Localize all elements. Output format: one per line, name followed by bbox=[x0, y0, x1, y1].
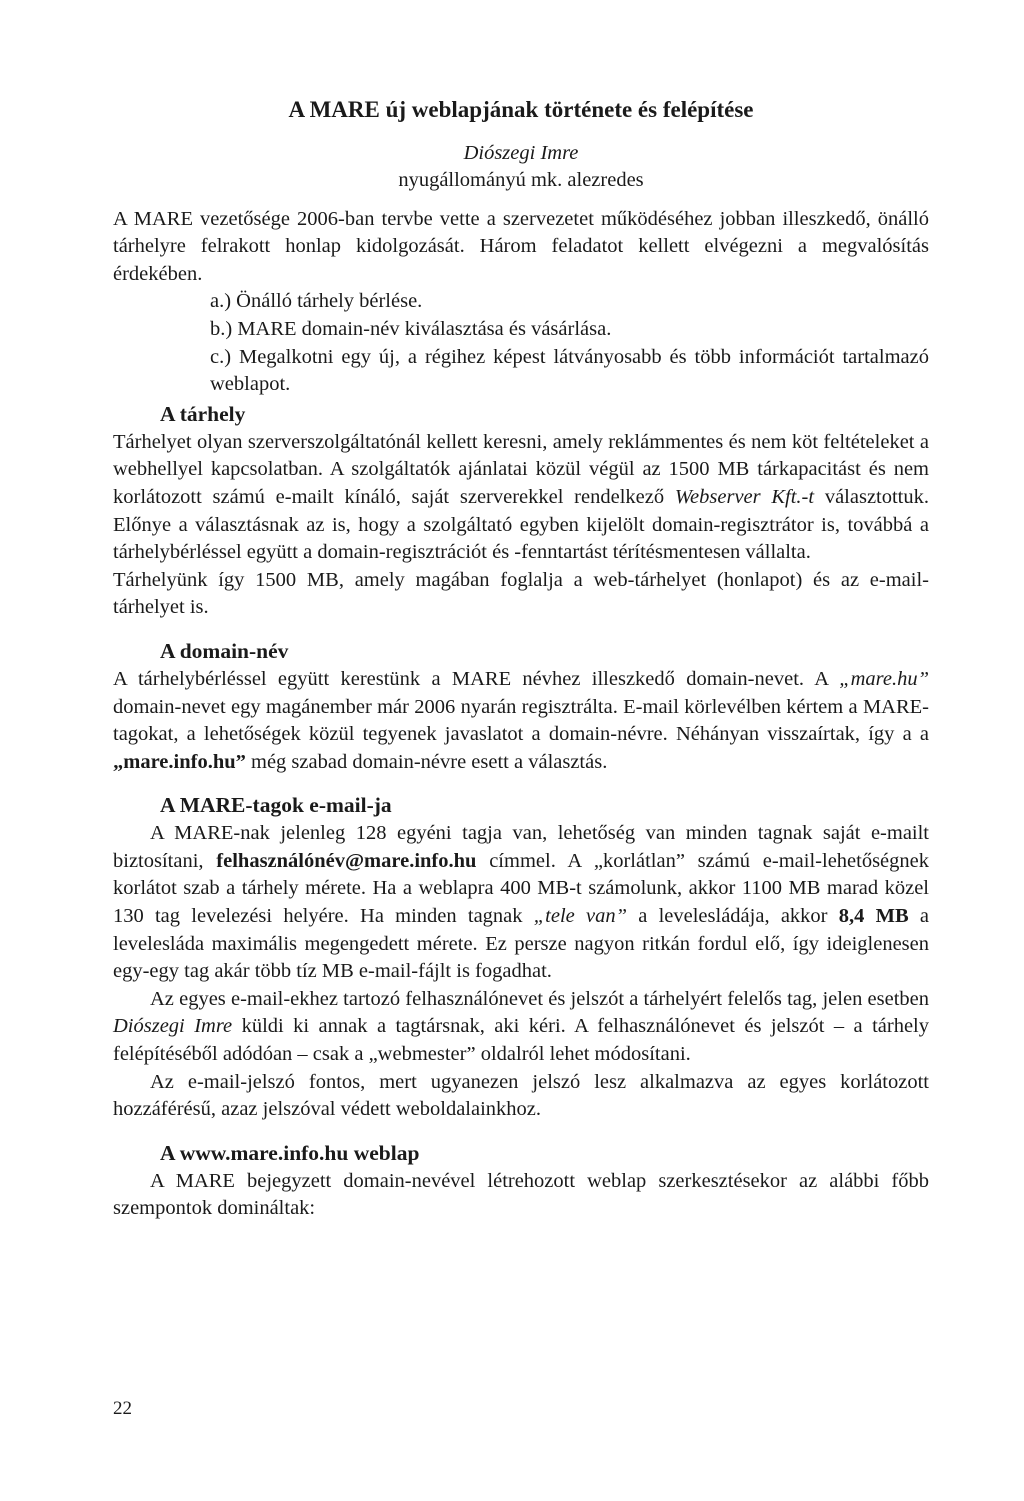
tarhely-paragraph-2: Tárhelyünk így 1500 MB, amely magában foglalja a web-tárhelyet (honlapot) és az e-mail-tárhelyet is. bbox=[113, 568, 929, 619]
email-paragraph-1: A MARE-nak jelenleg 128 egyéni tagja van, lehetőség van minden tagnak saját e-mailt biztosítani, felhasználónév@mare.info.hu címmel. A „korlátlan” számú e-mail-lehetőségnek korlátot szab a tárhely mérete. Ha a weblapra 400 MB-t számolunk, akkor 1100 MB marad közel 130 tag levelezési helyére. Ha minden tagnak „tele van” a levelesládája, akkor 8,4 MB a levelesláda maximális megengedett mérete. Ez persze nagyon ritkán fordul elő, így ideiglenesen egy-egy tag akár több tíz MB e-mail-fájlt is fogadhat. bbox=[113, 822, 930, 983]
page-number: 22 bbox=[113, 1398, 132, 1419]
article-title: A MARE új weblapjának története és felépítése bbox=[288, 97, 754, 122]
email-paragraph-2: Az egyes e-mail-ekhez tartozó felhasználónevet és jelszót a tárhelyért felelős tag, jelen esetben Diószegi Imre küldi ki annak a tagtársnak, aki kéri. A felhasználónevet és jelszót – a tárhely felépítéséből adódóan – csak a „webmester” oldalról lehet módosítani. bbox=[113, 987, 929, 1066]
domain-paragraph: A tárhelybérléssel együtt kerestünk a MARE névhez illeszkedő domain-nevet. A „mare.hu” domain-nevet egy magánember már 2006 nyarán regisztrálta. E-mail körlevélben kértem a MARE-tagokat, a lehetőségek közül tegyenek javaslatot a domain-névre. Néhányan visszaírtak, így a a „mare.info.hu” még szabad domain-névre esett a választás. bbox=[113, 667, 929, 773]
intro-paragraph: A MARE vezetősége 2006-ban tervbe vette a szervezetet működéséhez jobban illeszkedő, önálló tárhelyre felrakott honlap kidolgozását. Három feladatot kellett elvégezni a megvalósítás érdekében. bbox=[113, 207, 929, 285]
email-paragraph-3: Az e-mail-jelszó fontos, mert ugyanezen jelszó lesz alkalmazva az egyes korlátozott hozzáférésű, azaz jelszóval védett weboldalainkhoz. bbox=[113, 1070, 929, 1121]
heading-domain: A domain-név bbox=[160, 638, 289, 663]
heading-email: A MARE-tagok e-mail-ja bbox=[160, 793, 392, 818]
author-name: Diószegi Imre bbox=[463, 141, 579, 164]
task-item: c.) Megalkotni egy új, a régihez képest látványosabb és több információt tartalmazó weblapot. bbox=[210, 345, 929, 396]
task-item: b.) MARE domain-név kiválasztása és vásárlása. bbox=[210, 317, 612, 340]
weblap-paragraph: A MARE bejegyzett domain-nevével létrehozott weblap szerkesztésekor az alábbi főbb szempontok domináltak: bbox=[113, 1169, 929, 1220]
heading-weblap: A www.mare.info.hu weblap bbox=[160, 1140, 420, 1165]
article bbox=[113, 96, 929, 1223]
tarhely-paragraph-1: Tárhelyet olyan szerverszolgáltatónál kellett keresni, amely reklámmentes és nem köt feltételeket a webhellyel kapcsolatban. A szolgáltatók ajánlatai közül végül az 1500 MB tárkapacitást és nem korlátozott számú e-mailt kínáló, saját szerverekkel rendelkező Webserver Kft.-t választottuk. Előnye a választásnak az is, hogy a szolgáltató egyben kijelölt domain-regisztrátor is, továbbá a tárhelybérléssel együtt a domain-regisztrációt és -fenntartást térítésmentesen vállalta. bbox=[113, 430, 929, 564]
author-rank: nyugállományú mk. alezredes bbox=[398, 168, 644, 191]
heading-tarhely: A tárhely bbox=[160, 401, 246, 426]
task-list bbox=[210, 288, 929, 398]
task-item: a.) Önálló tárhely bérlése. bbox=[210, 290, 423, 313]
